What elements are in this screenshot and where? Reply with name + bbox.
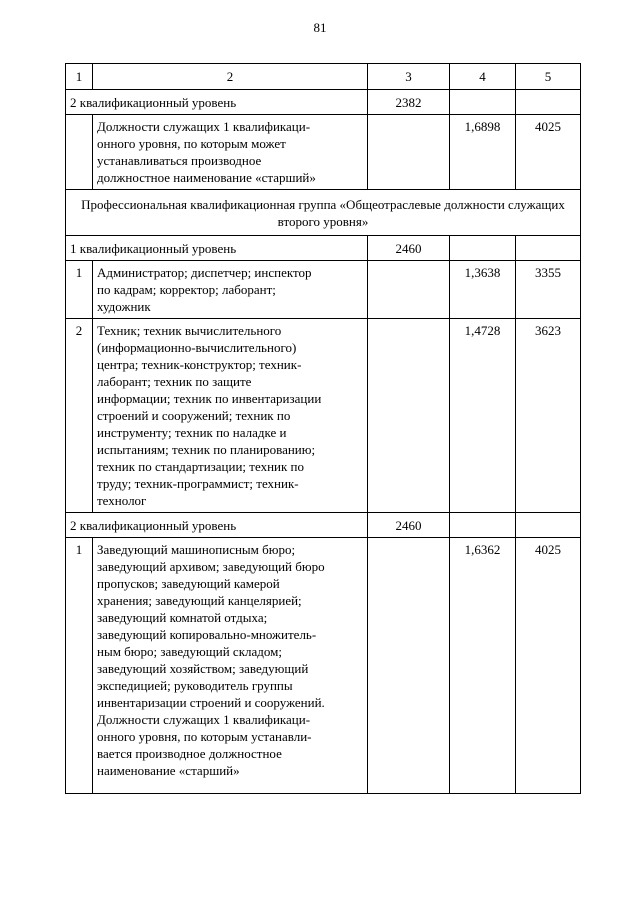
qualification-level-row — [66, 236, 581, 261]
salary-value: 3623 — [516, 319, 581, 513]
row-number-cell — [66, 115, 93, 190]
table-row — [66, 261, 581, 319]
header-col-3: 3 — [368, 64, 450, 90]
table-row — [66, 319, 581, 513]
group-title-row — [66, 190, 581, 236]
header-col-4: 4 — [450, 64, 516, 90]
qualification-level-row — [66, 513, 581, 538]
table-header-row — [66, 64, 581, 90]
coefficient-value: 1,3638 — [450, 261, 516, 319]
salary-value: 4025 — [516, 538, 581, 794]
group-title: Профессиональная квалификационная группа «Общеотраслевые должности служащих второго уровня» — [66, 190, 581, 236]
row-number: 1 — [66, 538, 93, 794]
qualification-level-row — [66, 90, 581, 115]
empty-cell — [368, 538, 450, 794]
empty-cell — [450, 513, 516, 538]
empty-cell — [450, 236, 516, 261]
qualification-level-label: 1 квалификационный уровень — [66, 236, 368, 261]
salary-table — [65, 63, 581, 794]
header-col-5: 5 — [516, 64, 581, 90]
row-number: 2 — [66, 319, 93, 513]
coefficient-value: 1,6362 — [450, 538, 516, 794]
salary-value: 4025 — [516, 115, 581, 190]
empty-cell — [516, 236, 581, 261]
position-list: Заведующий машинописным бюро; заведующий архивом; заведующий бюро пропусков; заведующий камерой хранения; заведующий канцелярией; заведующий комнатой отдыха; заведующий копировально-множитель- ным бюро; заведующий складом; заведующий хозяйством; заведующий экспедицией; руководитель группы инвентаризации строений и сооружений. Должности служащих 1 квалификаци- онного уровня, по которым устанавли- вается производное должностное наименование «старший» — [93, 538, 368, 794]
empty-cell — [516, 90, 581, 115]
position-list: Техник; техник вычислительного (информационно-вычислительного) центра; техник-конструктор; техник- лаборант; техник по защите информации; техник по инвентаризации строений и сооружений; техник по инструменту; техник по наладке и испытаниям; техник по планированию; техник по стандартизации; техник по труду; техник-программист; техник- технолог — [93, 319, 368, 513]
qualification-level-label: 2 квалификационный уровень — [66, 513, 368, 538]
position-list: Должности служащих 1 квалификаци- онного уровня, по которым может устанавливаться производное должностное наименование «старший» — [93, 115, 368, 190]
qualification-level-label: 2 квалификационный уровень — [66, 90, 368, 115]
empty-cell — [368, 319, 450, 513]
header-col-1: 1 — [66, 64, 93, 90]
coefficient-value: 1,6898 — [450, 115, 516, 190]
empty-cell — [368, 261, 450, 319]
empty-cell — [450, 90, 516, 115]
table-row — [66, 115, 581, 190]
base-salary-value: 2460 — [368, 236, 450, 261]
table-row — [66, 538, 581, 794]
base-salary-value: 2382 — [368, 90, 450, 115]
empty-cell — [516, 513, 581, 538]
salary-value: 3355 — [516, 261, 581, 319]
header-col-2: 2 — [93, 64, 368, 90]
base-salary-value: 2460 — [368, 513, 450, 538]
coefficient-value: 1,4728 — [450, 319, 516, 513]
page-number: 81 — [313, 20, 327, 35]
row-number: 1 — [66, 261, 93, 319]
empty-cell — [368, 115, 450, 190]
position-list: Администратор; диспетчер; инспектор по кадрам; корректор; лаборант; художник — [93, 261, 368, 319]
